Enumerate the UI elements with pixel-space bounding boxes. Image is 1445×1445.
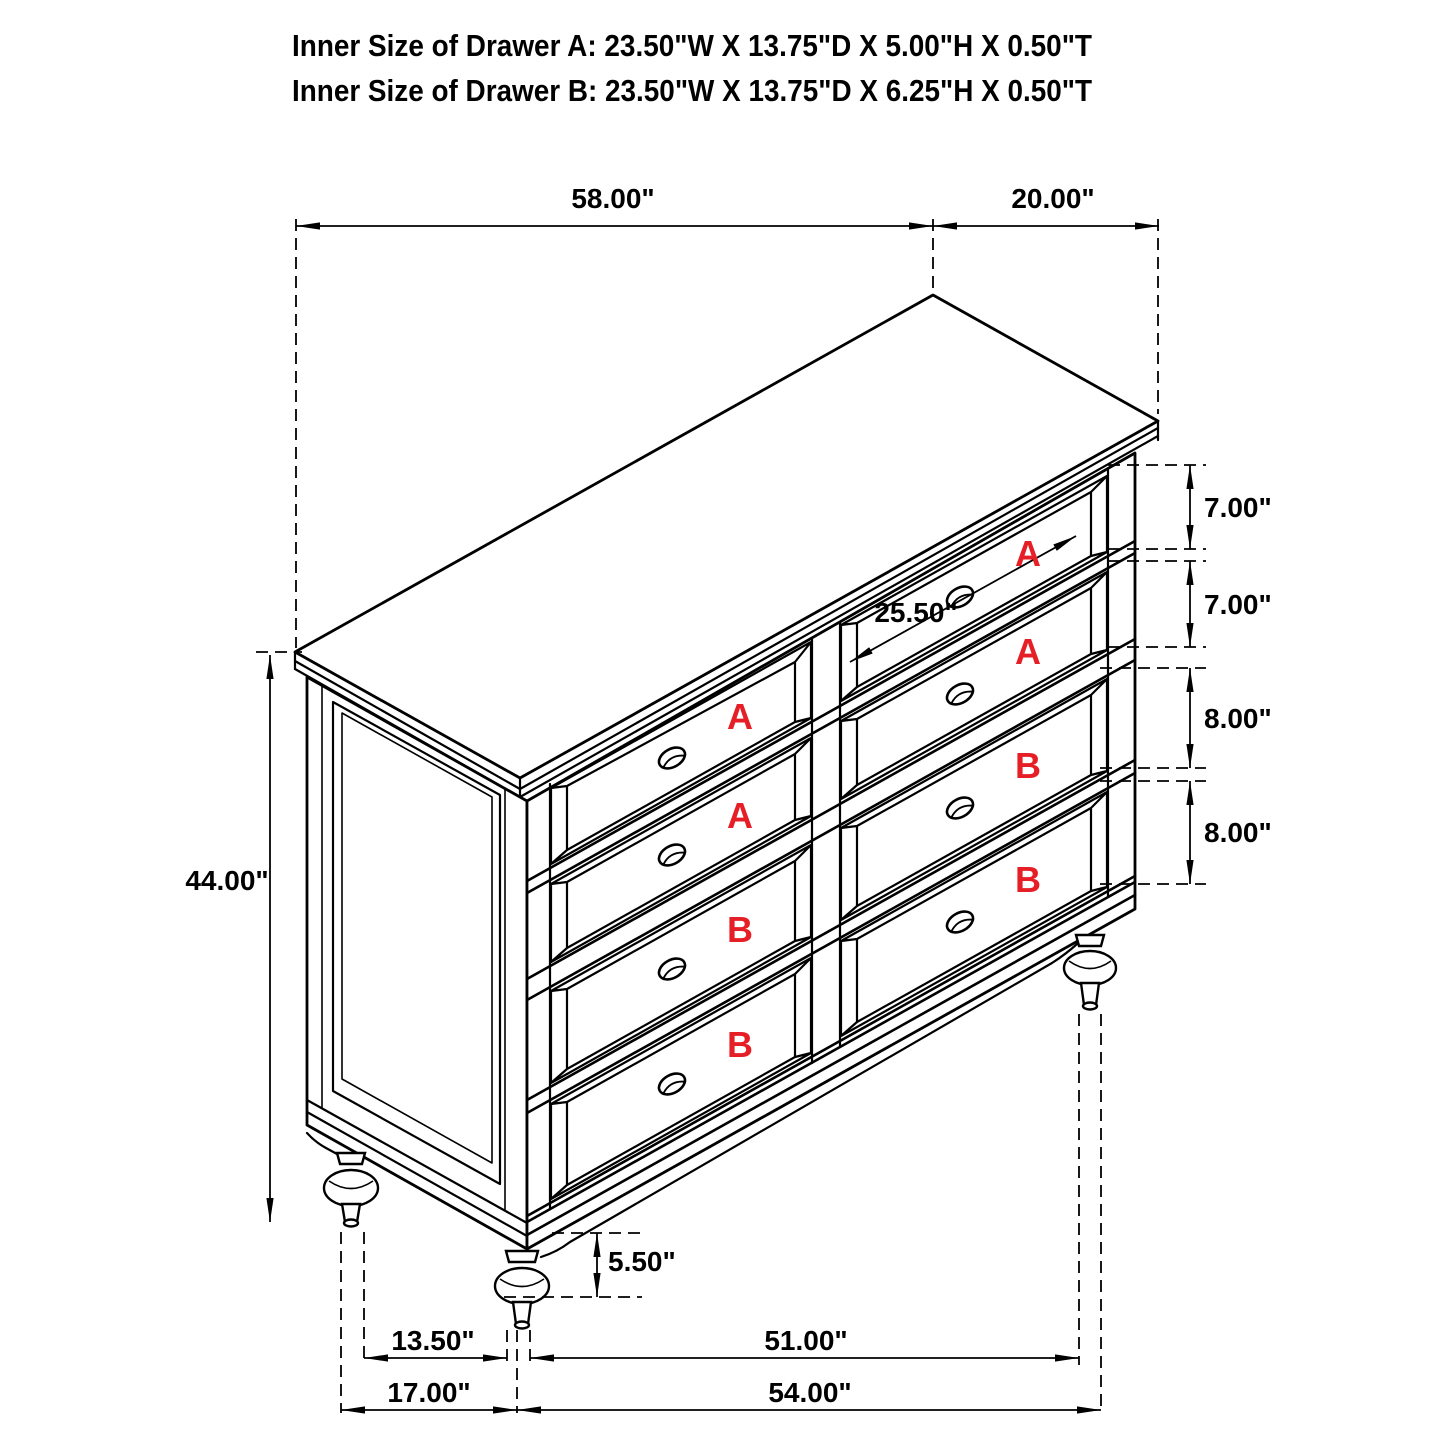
dim-drawer3-height: 8.00" <box>1204 703 1272 734</box>
dim-drawer2-height: 7.00" <box>1204 589 1272 620</box>
title-drawer-a: Inner Size of Drawer A: 23.50"W X 13.75"D X 5.00"H X 0.50"T <box>292 28 1093 63</box>
drawer-label-right-4: B <box>1015 859 1041 900</box>
drawer-label-right-3: B <box>1015 745 1041 786</box>
dim-top-depth: 20.00" <box>1011 183 1095 214</box>
dim-leg-height: 5.50" <box>608 1246 676 1277</box>
title-drawer-b: Inner Size of Drawer B: 23.50"W X 13.75"D X 6.25"H X 0.50"T <box>292 73 1093 108</box>
drawer-label-right-1: A <box>1015 533 1041 574</box>
drawer-label-left-3: B <box>727 909 753 950</box>
dim-overall-height: 44.00" <box>185 865 269 896</box>
dim-base-right-inner: 51.00" <box>764 1325 848 1356</box>
drawer-label-left-1: A <box>727 696 753 737</box>
drawer-label-left-4: B <box>727 1024 753 1065</box>
dim-drawer1-height: 7.00" <box>1204 492 1272 523</box>
drawer-label-right-2: A <box>1015 631 1041 672</box>
dim-top-drawer-width: 25.50" <box>874 597 958 628</box>
drawer-label-left-2: A <box>727 795 753 836</box>
dim-base-left-outer: 17.00" <box>387 1377 471 1408</box>
dim-top-width: 58.00" <box>571 183 655 214</box>
dim-base-left-inner: 13.50" <box>391 1325 475 1356</box>
dim-base-right-outer: 54.00" <box>768 1377 852 1408</box>
dim-drawer4-height: 8.00" <box>1204 817 1272 848</box>
